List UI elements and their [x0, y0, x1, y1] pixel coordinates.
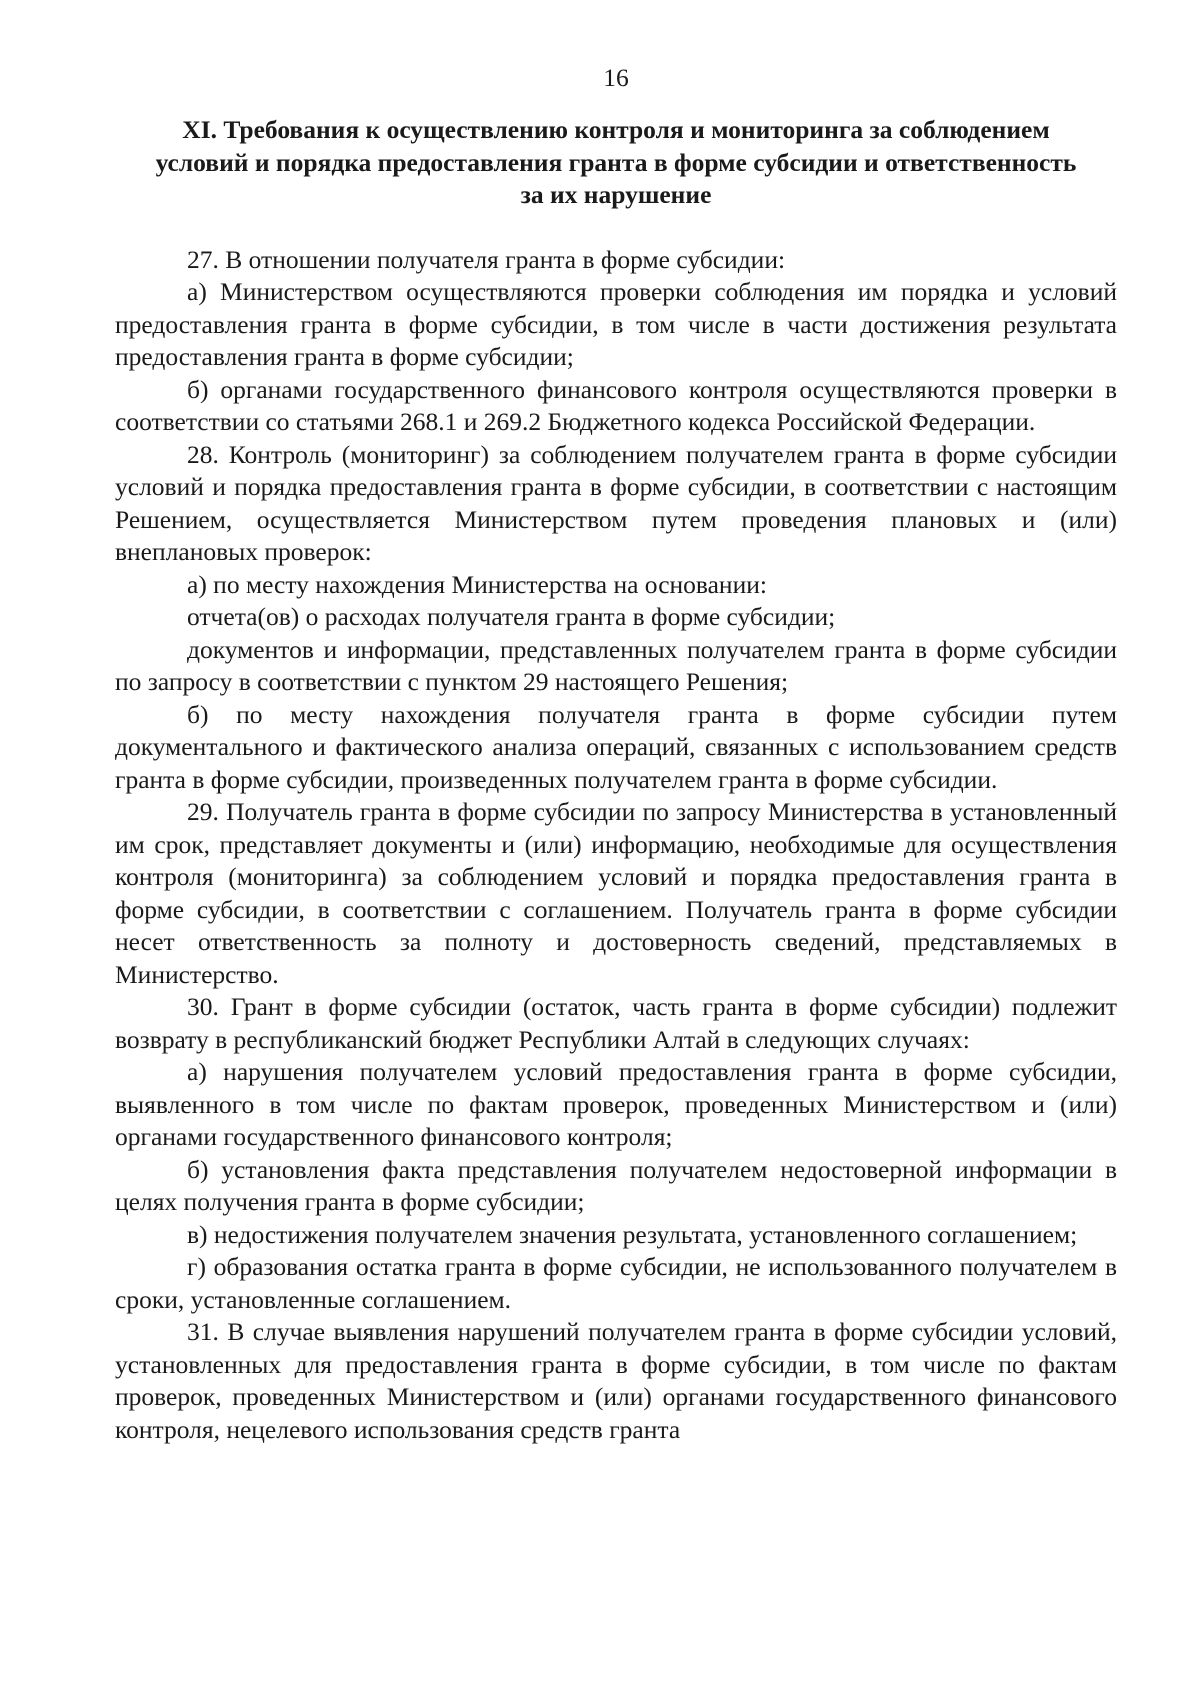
paragraph-30-b: б) установления факта представления получателем недостоверной информации в целях получения гранта в форме субсидии; — [115, 1154, 1117, 1216]
paragraph-30-g: г) образования остатка гранта в форме субсидии, не использованного получателем в сроки, установленные соглашением. — [115, 1252, 1117, 1314]
paragraph-27-a: а) Министерством осуществляются проверки соблюдения им порядка и условий предоставления гранта в форме субсидии, в том числе в части достижения результата предоставления гранта в форме субсидии; — [115, 277, 1117, 371]
paragraph-27-b: б) органами государственного финансового контроля осуществляются проверки в соответствии со статьями 268.1 и 269.2 Бюджетного кодекса Российской Федерации. — [115, 374, 1117, 436]
paragraph-28: 28. Контроль (мониторинг) за соблюдением получателем гранта в форме субсидии условий и порядка предоставления гранта в форме субсидии, в соответствии с настоящим Решением, осуществляется Министерством путем проведения плановых и (или) внеплановых проверок: — [115, 439, 1117, 566]
document-page — [115, 62, 1117, 1446]
paragraph-30: 30. Грант в форме субсидии (остаток, часть гранта в форме субсидии) подлежит возврату в республиканский бюджет Республики Алтай в следующих случаях: — [115, 992, 1117, 1054]
section-heading — [115, 114, 1117, 212]
paragraph-30-v: в) недостижения получателем значения результата, установленного соглашением; — [187, 1219, 1078, 1249]
paragraph-28-a: а) по месту нахождения Министерства на основании: — [187, 569, 767, 599]
paragraph-29: 29. Получатель гранта в форме субсидии по запросу Министерства в установленный им срок, представляет документы и (или) информацию, необходимые для осуществления контроля (мониторинга) за соблюдением условий и порядка предоставления гранта в форме субсидии, в соответствии с соглашением. Получатель гранта в форме субсидии несет ответственность за полноту и достоверность сведений, представляемых в Министерство. — [115, 797, 1117, 989]
section-heading-line: условий и порядка предоставления гранта в форме субсидии и ответственность — [155, 147, 1077, 177]
paragraph-27: 27. В отношении получателя гранта в форме субсидии: — [187, 244, 786, 274]
paragraph-28-b: б) по месту нахождения получателя гранта в форме субсидии путем документального и фактического анализа операций, связанных с использованием средств гранта в форме субсидии, произведенных получателем гранта в форме субсидии. — [115, 699, 1117, 794]
paragraph-28-a-reports: отчета(ов) о расходах получателя гранта в форме субсидии; — [187, 602, 836, 631]
section-heading-line: XI. Требования к осуществлению контроля и мониторинга за соблюдением — [182, 115, 1050, 144]
section-heading-line: за их нарушение — [520, 180, 712, 209]
page-number: 16 — [603, 63, 629, 92]
paragraph-31: 31. В случае выявления нарушений получателем гранта в форме субсидии условий, установленных для предоставления гранта в форме субсидии, в том числе по фактам проверок, проведенных Министерством и (или) органами государственного финансового контроля, нецелевого использования средств гранта — [115, 1317, 1117, 1444]
paragraph-28-a-documents: документов и информации, представленных получателем гранта в форме субсидии по запросу в соответствии с пунктом 29 настоящего Решения; — [115, 634, 1117, 696]
body-text — [115, 244, 1117, 1447]
paragraph-30-a: а) нарушения получателем условий предоставления гранта в форме субсидии, выявленного в том числе по фактам проверок, проведенных Министерством и (или) органами государственного финансового контроля; — [115, 1057, 1117, 1151]
